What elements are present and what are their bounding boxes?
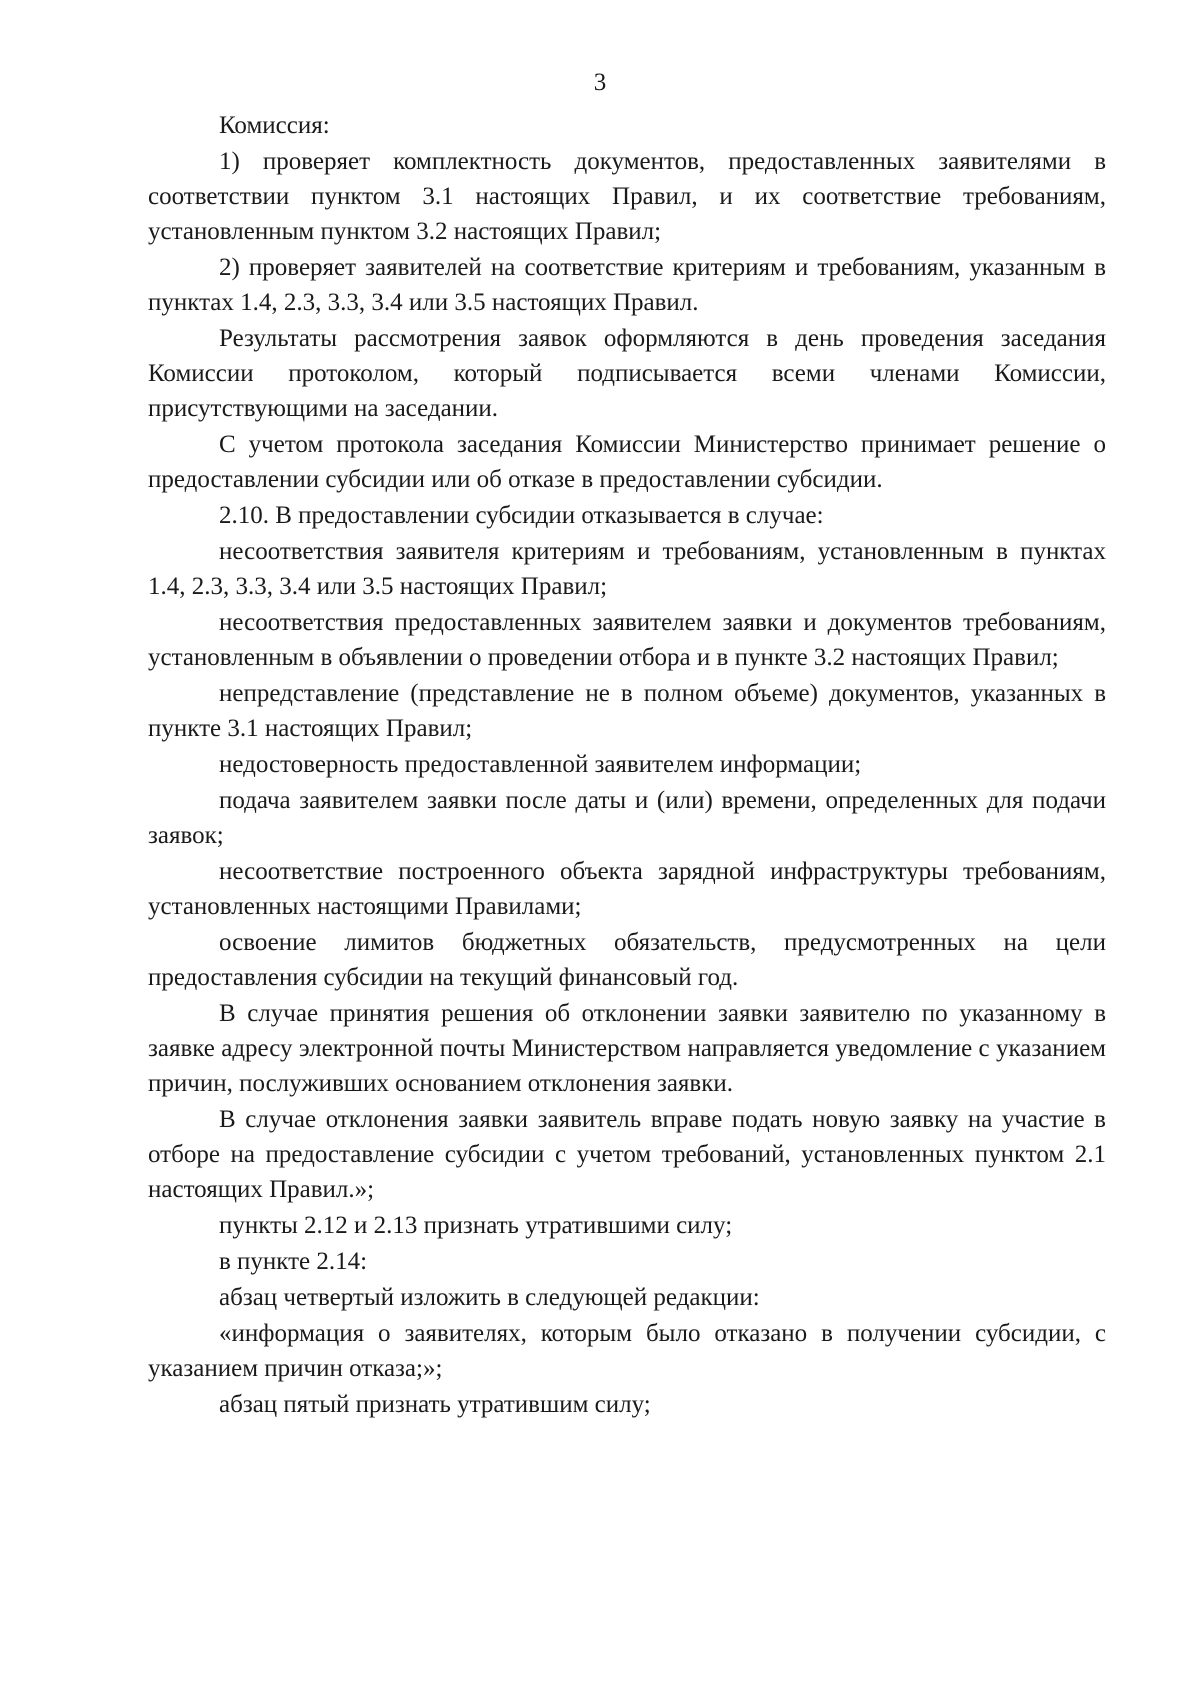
paragraph-fifth-abzac-void: абзац пятый признать утратившим силу;	[219, 1391, 651, 1418]
paragraph-info-refused: «информация о заявителях, которым было отказано в получении субсидии, с указанием причин отказа;»;	[148, 1320, 1106, 1382]
paragraph-commission-heading: Комиссия:	[219, 112, 330, 139]
paragraph-rejection-notice: В случае принятия решения об отклонении заявки заявителю по указанному в заявке адресу электронной почты Министерством направляется уведомление с указанием причин, послуживших основанием отклонения заявки.	[148, 1000, 1106, 1097]
paragraph-new-application: В случае отклонения заявки заявитель вправе подать новую заявку на участие в отборе на предоставление субсидии с учетом требований, установленных пунктом 2.1 настоящих Правил.»;	[148, 1106, 1106, 1203]
paragraph-check-completeness: 1) проверяет комплектность документов, предоставленных заявителями в соответствии пунктом 3.1 настоящих Правил, и их соответствие требованиям, установленным пунктом 3.2 настоящих Правил;	[148, 148, 1106, 245]
paragraph-results-protocol: Результаты рассмотрения заявок оформляются в день проведения заседания Комиссии протоколом, который подписывается всеми членами Комиссии, присутствующими на заседании.	[148, 325, 1106, 422]
paragraph-refusal-documents: несоответствия предоставленных заявителем заявки и документов требованиям, установленным в объявлении о проведении отбора и в пункте 3.2 настоящих Правил;	[148, 609, 1106, 671]
paragraph-refusal-incomplete: непредставление (представление не в полном объеме) документов, указанных в пункте 3.1 настоящих Правил;	[148, 680, 1106, 742]
paragraph-check-applicants: 2) проверяет заявителей на соответствие критериям и требованиям, указанным в пунктах 1.4, 2.3, 3.3, 3.4 или 3.5 настоящих Правил.	[148, 254, 1106, 316]
paragraph-refusal-late: подача заявителем заявки после даты и (или) времени, определенных для подачи заявок;	[148, 787, 1106, 849]
page-number: 3	[593, 69, 607, 96]
paragraph-clause-2-14: в пункте 2.14:	[219, 1248, 368, 1275]
paragraph-refusal-criteria: несоответствия заявителя критериям и требованиям, установленным в пунктах 1.4, 2.3, 3.3, 3.4 или 3.5 настоящих Правил;	[148, 538, 1106, 600]
paragraph-refusal-infrastructure: несоответствие построенного объекта зарядной инфраструктуры требованиям, установленных настоящими Правилами;	[148, 858, 1106, 920]
paragraph-ministry-decision: С учетом протокола заседания Комиссии Министерство принимает решение о предоставлении субсидии или об отказе в предоставлении субсидии.	[148, 431, 1106, 493]
paragraph-refusal-limits: освоение лимитов бюджетных обязательств, предусмотренных на цели предоставления субсидии на текущий финансовый год.	[148, 929, 1106, 991]
document-body	[148, 108, 1106, 1423]
paragraph-refusal-false-info: недостоверность предоставленной заявителем информации;	[219, 751, 862, 778]
paragraph-clause-2-10: 2.10. В предоставлении субсидии отказывается в случае:	[219, 502, 824, 529]
paragraph-clauses-void: пункты 2.12 и 2.13 признать утратившими силу;	[219, 1212, 733, 1239]
paragraph-fourth-abzac: абзац четвертый изложить в следующей редакции:	[219, 1284, 760, 1311]
